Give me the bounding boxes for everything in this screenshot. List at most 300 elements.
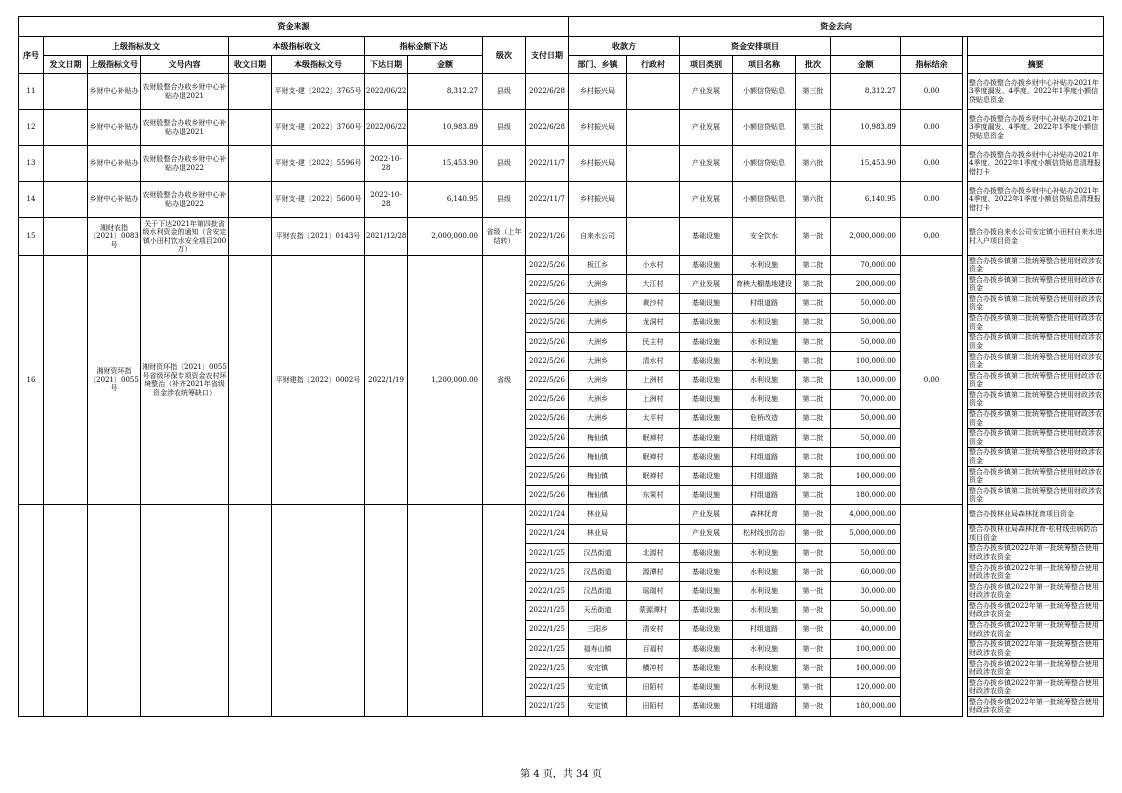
project-type-cell: 基础设施 [680, 351, 733, 370]
seq-cell [19, 505, 44, 716]
summary-cell: 整合办拨乡镇第二批统筹整合使用财政涉农资金 [969, 390, 1102, 408]
pay-date-cell: 2022/5/26 [526, 256, 569, 275]
dept-cell: 福寿山镇 [569, 639, 627, 658]
batch-cell: 第一批 [796, 601, 831, 620]
summary-cell: 整合办拨整合办拨乡财中心补贴办2021年4季度、2022年1季度小额信贷贴息清理报错打卡 [968, 146, 1104, 182]
dept-cell: 林业局 [569, 524, 627, 543]
summary-cell: 整合办拨乡镇第二批统筹整合使用财政涉农资金 [969, 448, 1102, 465]
project-name-cell: 村组道路 [733, 294, 796, 313]
batch-cell: 第一批 [796, 505, 831, 524]
this-doc-no-cell [272, 505, 365, 716]
project-type-cell: 基础设施 [680, 371, 733, 390]
summary-cell: 整合办拨乡镇第二批统筹整合使用财政涉农资金 [969, 333, 1102, 350]
project-type-cell: 产业发展 [680, 182, 733, 218]
batch-cell: 第二批 [796, 486, 831, 505]
fund-table [18, 16, 1104, 717]
project-type-cell: 基础设施 [680, 678, 733, 697]
this-doc-no-header: 本级指标文号 [272, 56, 365, 74]
this-doc-no-cell: 平财支-建〔2022〕3760号 [272, 110, 365, 146]
village-cell: 眠禅村 [627, 447, 680, 466]
issue-date-cell [44, 218, 88, 256]
dept-cell: 板江乡 [569, 256, 627, 275]
amount2-cell: 70,000.00 [831, 256, 901, 275]
summary-cell: 整合办拨乡镇2022年第一批统筹整合使用财政涉农资金 [968, 697, 1104, 716]
project-name-cell: 水利设施 [733, 313, 796, 332]
batch-cell: 第一批 [796, 678, 831, 697]
receive-date-cell [229, 110, 272, 146]
issue-date-cell [44, 74, 88, 110]
project-name-cell: 小额信贷贴息 [733, 182, 796, 218]
amount2-cell: 5,000,000.00 [831, 524, 901, 543]
project-name-cell: 水利设施 [733, 639, 796, 658]
amount2-cell: 180,000.00 [831, 486, 901, 505]
issue-date2-cell: 2021/12/28 [365, 218, 408, 256]
pay-date-cell: 2022/1/26 [526, 218, 569, 256]
amount2-cell: 50,000.00 [831, 428, 901, 447]
project-type-cell: 基础设施 [680, 390, 733, 409]
amount2-cell: 30,000.00 [831, 582, 901, 601]
pay-date-cell: 2022/1/25 [526, 620, 569, 639]
village-cell: 清水村 [627, 351, 680, 370]
batch-cell: 第三批 [796, 110, 831, 146]
pay-date-cell: 2022/6/28 [526, 74, 569, 110]
pay-date-cell: 2022/11/7 [526, 146, 569, 182]
project-type-cell: 产业发展 [680, 275, 733, 294]
pay-date-cell: 2022/5/26 [526, 332, 569, 351]
amount2-cell: 40,000.00 [831, 620, 901, 639]
village-cell: 小水村 [627, 256, 680, 275]
project-name-cell: 村组道路 [733, 467, 796, 486]
village-cell: 民主村 [627, 332, 680, 351]
project-name-cell: 小额信贷贴息 [733, 74, 796, 110]
project-name-cell: 水利设施 [733, 543, 796, 562]
amount-cell [408, 505, 483, 716]
receive-date-cell [229, 182, 272, 218]
project-name-cell: 水利设施 [733, 256, 796, 275]
issue-date-cell [44, 505, 88, 716]
village-cell: 黄沙村 [627, 294, 680, 313]
project-name-cell: 水利设施 [733, 658, 796, 677]
village-cell: 上洲村 [627, 371, 680, 390]
batch-cell: 第二批 [796, 332, 831, 351]
receive-date-cell [229, 218, 272, 256]
summary-cell: 整合办拨乡镇第二批统筹整合使用财政涉农资金 [969, 371, 1102, 389]
pay-date-cell: 2022/6/28 [526, 110, 569, 146]
project-type-cell: 产业发展 [680, 74, 733, 110]
pay-date-cell: 2022/1/25 [526, 563, 569, 582]
issue-date-cell [44, 110, 88, 146]
project-name-cell: 水利设施 [733, 563, 796, 582]
summary-cell: 整合办拨乡镇第二批统筹整合使用财政涉农资金 [969, 275, 1102, 293]
issue-date-cell [44, 256, 88, 505]
upper-doc-no-cell: 乡财中心补贴办 [88, 146, 141, 182]
level-cell: 县级 [483, 146, 526, 182]
project-name-cell: 水利设施 [733, 582, 796, 601]
amount2-cell: 100,000.00 [831, 467, 901, 486]
amount2-cell: 10,983.89 [831, 110, 901, 146]
project-type-cell: 基础设施 [680, 563, 733, 582]
summary-top-header [968, 37, 1104, 56]
village-cell [627, 524, 680, 543]
project-name-cell: 松材线虫防治 [733, 524, 796, 543]
level-cell: 省级 [483, 256, 526, 505]
pay-date-cell: 2022/5/26 [526, 409, 569, 428]
this-doc-no-cell: 平财支-建〔2022〕3765号 [272, 74, 365, 110]
pay-date-cell: 2022/1/24 [526, 505, 569, 524]
batch-cell: 第一批 [796, 524, 831, 543]
project-type-cell: 基础设施 [680, 409, 733, 428]
project-type-cell: 基础设施 [680, 486, 733, 505]
summary-cell: 整合办拨乡镇第二批统筹整合使用财政涉农资金 [969, 352, 1102, 370]
project-type-cell: 基础设施 [680, 256, 733, 275]
dept-cell: 三阳乡 [569, 620, 627, 639]
summary-cell: 整合办拨乡镇2022年第一批统筹整合使用财政涉农资金 [968, 620, 1104, 639]
village-cell: 田陌村 [627, 697, 680, 716]
village-cell [627, 505, 680, 524]
receive-date-cell [229, 74, 272, 110]
village-cell: 横冲村 [627, 658, 680, 677]
pay-date-cell: 2022/1/25 [526, 543, 569, 562]
issue-date2-cell: 2022-10-28 [365, 182, 408, 218]
summary-header: 摘要 [968, 56, 1104, 74]
issue-date2-cell: 2022-10-28 [365, 146, 408, 182]
amount2-cell: 15,453.90 [831, 146, 901, 182]
seq-cell: 11 [19, 74, 44, 110]
upper-doc-no-cell: 乡财中心补贴办 [88, 74, 141, 110]
amount2-cell: 180,000.00 [831, 697, 901, 716]
amount2-cell: 8,312.27 [831, 74, 901, 110]
village-cell: 龙洞村 [627, 313, 680, 332]
balance-header: 指标结余 [901, 56, 963, 74]
amount-cell: 10,983.89 [408, 110, 483, 146]
village-cell: 大江村 [627, 275, 680, 294]
project-type-cell: 基础设施 [680, 313, 733, 332]
village-cell: 东果村 [627, 486, 680, 505]
project-name-cell: 水利设施 [733, 351, 796, 370]
amount-cell: 15,453.90 [408, 146, 483, 182]
pay-date-cell: 2022/5/26 [526, 428, 569, 447]
project-name-cell: 村组道路 [733, 428, 796, 447]
balance-cell: 0.00 [901, 110, 963, 146]
amount2-cell: 60,000.00 [831, 563, 901, 582]
project-name-cell: 森林抚育 [733, 505, 796, 524]
project-type-cell: 基础设施 [680, 294, 733, 313]
dept-cell: 自来水公司 [569, 218, 627, 256]
summary-cell: 整合办拨林业局森林抚育项目资金 [968, 505, 1104, 524]
amount2-header: 金额 [831, 56, 901, 74]
dept-cell: 大洲乡 [569, 390, 627, 409]
pay-date-cell: 2022/1/25 [526, 678, 569, 697]
pay-date-cell: 2022/1/25 [526, 697, 569, 716]
dept-cell: 汉昌街道 [569, 543, 627, 562]
amount2-cell: 50,000.00 [831, 409, 901, 428]
doc-content-cell: 农财股整合办收乡财中心补贴办退2022 [141, 146, 229, 182]
project-type-cell: 基础设施 [680, 658, 733, 677]
doc-content-cell: 湘财资环指〔2021〕0055号省级环保专项资金农村环境整治（补齐2021年省级资金涉农统筹缺口） [141, 256, 229, 505]
project-type-cell: 基础设施 [680, 601, 733, 620]
dept-cell: 梅仙镇 [569, 486, 627, 505]
pay-date-cell: 2022/5/26 [526, 275, 569, 294]
doc-content-cell: 农财股整合办收乡财中心补贴办退2021 [141, 74, 229, 110]
village-cell: 清安村 [627, 620, 680, 639]
village-cell: 蒙源潭村 [627, 601, 680, 620]
pay-date-cell: 2022/1/25 [526, 601, 569, 620]
amount-top-header [831, 37, 901, 56]
dept-cell: 天岳街道 [569, 601, 627, 620]
pay-date-cell: 2022/5/26 [526, 390, 569, 409]
village-cell [627, 218, 680, 256]
amount2-cell: 130,000.00 [831, 371, 901, 390]
project-type-cell: 基础设施 [680, 697, 733, 716]
pay-date-cell: 2022/11/7 [526, 182, 569, 218]
batch-cell: 第二批 [796, 351, 831, 370]
pay-date-cell: 2022/5/26 [526, 486, 569, 505]
pay-date-cell: 2022/5/26 [526, 351, 569, 370]
batch-cell: 第二批 [796, 467, 831, 486]
amount2-cell: 50,000.00 [831, 601, 901, 620]
summary-cell: 整合办拨自来水公司安定镇小田村自来水进村入户项目资金 [968, 218, 1104, 256]
village-cell: 源潭村 [627, 563, 680, 582]
doc-content-header: 文号内容 [141, 56, 229, 74]
level-cell: 县级 [483, 110, 526, 146]
dept-cell: 安定镇 [569, 678, 627, 697]
upper-doc-no-cell: 乡财中心补贴办 [88, 110, 141, 146]
summary-cell: 整合办拨乡镇2022年第一批统筹整合使用财政涉农资金 [968, 639, 1104, 658]
amount2-cell: 50,000.00 [831, 543, 901, 562]
dept-cell: 乡村振兴局 [569, 146, 627, 182]
amount2-cell: 6,140.95 [831, 182, 901, 218]
table-row [19, 110, 1104, 146]
batch-cell: 第一批 [796, 563, 831, 582]
destination-header: 资金去向 [569, 17, 1104, 37]
project-type-header: 项目类别 [680, 56, 733, 74]
batch-cell: 第二批 [796, 409, 831, 428]
pay-date-header: 支付日期 [526, 37, 569, 74]
doc-content-cell: 关于下达2021年第四批省级水利资金的通知（含安定镇小田村饮水安全项目200万） [141, 218, 229, 256]
village-cell: 眠禅村 [627, 467, 680, 486]
project-name-cell: 水利设施 [733, 332, 796, 351]
batch-cell: 第一批 [796, 620, 831, 639]
batch-cell: 第一批 [796, 543, 831, 562]
dept-cell: 汉昌街道 [569, 563, 627, 582]
village-cell: 眠禅村 [627, 428, 680, 447]
seq-cell: 13 [19, 146, 44, 182]
summary-cell: 整合办拨整合办拨乡财中心补贴办2021年3季度漏发、4季度、2022年1季度小额信贷贴息资金 [968, 110, 1104, 146]
table-row [19, 218, 1104, 256]
amount-header: 金额 [408, 56, 483, 74]
batch-cell: 第一批 [796, 582, 831, 601]
level-header: 级次 [483, 37, 526, 74]
batch-cell: 第一批 [796, 218, 831, 256]
batch-cell: 第六批 [796, 146, 831, 182]
dept-cell: 林业局 [569, 505, 627, 524]
dept-cell: 乡村振兴局 [569, 182, 627, 218]
project-name-cell: 水利设施 [733, 678, 796, 697]
receive-date-cell [229, 256, 272, 505]
seq-cell: 12 [19, 110, 44, 146]
batch-cell: 第一批 [796, 658, 831, 677]
dept-cell: 大洲乡 [569, 275, 627, 294]
batch-cell: 第二批 [796, 390, 831, 409]
village-cell: 太平村 [627, 409, 680, 428]
project-type-cell: 基础设施 [680, 218, 733, 256]
project-type-cell: 基础设施 [680, 332, 733, 351]
project-name-cell: 水利设施 [733, 390, 796, 409]
level-cell: 县级 [483, 74, 526, 110]
summary-cell: 整合办拨乡镇第二批统筹整合使用财政涉农资金 [969, 486, 1102, 504]
project-type-cell: 产业发展 [680, 110, 733, 146]
project-type-cell: 基础设施 [680, 639, 733, 658]
amount2-cell: 100,000.00 [831, 447, 901, 466]
project-name-cell: 村组道路 [733, 486, 796, 505]
dept-cell: 梅仙镇 [569, 447, 627, 466]
project-type-cell: 产业发展 [680, 146, 733, 182]
amount-issue-header: 指标金额下达 [365, 37, 483, 56]
issue-date2-cell [365, 505, 408, 716]
upper-doc-no-cell: 乡财中心补贴办 [88, 182, 141, 218]
summary-cell: 整合办拨整合办拨乡财中心补贴办2021年4季度、2022年1季度小额信贷贴息清理报错打卡 [968, 182, 1104, 218]
batch-cell: 第二批 [796, 371, 831, 390]
balance-cell: 0.00 [901, 74, 963, 110]
receive-date-cell [229, 146, 272, 182]
summary-cell: 整合办拨乡镇第二批统筹整合使用财政涉农资金 [969, 467, 1102, 485]
balance-cell: 0.00 [901, 182, 963, 218]
doc-content-cell [141, 505, 229, 716]
project-name-cell: 安全饮水 [733, 218, 796, 256]
pay-date-cell: 2022/5/26 [526, 313, 569, 332]
pay-date-cell: 2022/1/24 [526, 524, 569, 543]
payee-header: 收款方 [569, 37, 680, 56]
doc-content-cell: 农财股整合办收乡财中心补贴办退2021 [141, 110, 229, 146]
table-row [19, 146, 1104, 182]
balance-cell [901, 505, 963, 716]
batch-cell: 第六批 [796, 182, 831, 218]
project-name-cell: 危桥改造 [733, 409, 796, 428]
this-doc-no-cell: 平财农指〔2021〕0143号 [272, 218, 365, 256]
this-doc-no-cell: 平财支-建〔2022〕5600号 [272, 182, 365, 218]
project-type-cell: 产业发展 [680, 524, 733, 543]
batch-cell: 第一批 [796, 639, 831, 658]
table-row [19, 505, 1104, 524]
upper-doc-no-header: 上级指标文号 [88, 56, 141, 74]
village-header: 行政村 [627, 56, 680, 74]
page-footer: 第 4 页，共 34 页 [520, 769, 602, 780]
dept-cell: 乡村振兴局 [569, 110, 627, 146]
amount2-cell: 200,000.00 [831, 275, 901, 294]
issue-date2-header: 下达日期 [365, 56, 408, 74]
level-cell [483, 505, 526, 716]
summary-cell: 整合办拨乡镇第二批统筹整合使用财政涉农资金 [969, 294, 1102, 312]
doc-content-cell: 农财股整合办收乡财中心补贴办退2022 [141, 182, 229, 218]
village-cell: 百福村 [627, 639, 680, 658]
seq-cell: 16 [19, 256, 44, 505]
amount-cell: 6,140.95 [408, 182, 483, 218]
batch-cell: 第二批 [796, 275, 831, 294]
summary-cell: 整合办拨乡镇2022年第一批统筹整合使用财政涉农资金 [968, 678, 1104, 697]
project-type-cell: 产业发展 [680, 505, 733, 524]
table-row [19, 182, 1104, 218]
project-type-cell: 基础设施 [680, 620, 733, 639]
receive-date-header: 收文日期 [229, 56, 272, 74]
level-cell: 省级（上年结转） [483, 218, 526, 256]
arrangement-header: 资金安排项目 [680, 37, 831, 56]
balance-cell: 0.00 [901, 146, 963, 182]
batch-cell: 第二批 [796, 428, 831, 447]
summary-cell: 整合办拨乡镇第二批统筹整合使用财政涉农资金 [969, 256, 1102, 274]
amount-cell: 1,200,000.00 [408, 256, 483, 505]
village-cell [627, 146, 680, 182]
project-type-cell: 基础设施 [680, 543, 733, 562]
issue-date2-cell: 2022/1/19 [365, 256, 408, 505]
dept-cell: 安定镇 [569, 658, 627, 677]
amount2-cell: 70,000.00 [831, 390, 901, 409]
upper-doc-no-cell [88, 505, 141, 716]
summary-cell: 整合办拨乡镇第二批统筹整合使用财政涉农资金 [969, 410, 1102, 427]
amount2-cell: 50,000.00 [831, 332, 901, 351]
village-cell [627, 110, 680, 146]
upper-doc-no-cell: 湘财农指〔2021〕0083号 [88, 218, 141, 256]
pay-date-cell: 2022/5/26 [526, 371, 569, 390]
amount2-cell: 4,000,000.00 [831, 505, 901, 524]
amount2-cell: 50,000.00 [831, 294, 901, 313]
seq-header: 序号 [19, 37, 44, 74]
batch-cell: 第二批 [796, 294, 831, 313]
batch-cell: 第三批 [796, 74, 831, 110]
batch-header: 批次 [796, 56, 831, 74]
summary-cell: 整合办拨林业局森林抚育-松材线虫病防治项目资金 [968, 524, 1104, 543]
project-name-header: 项目名称 [733, 56, 796, 74]
village-cell: 北源村 [627, 543, 680, 562]
project-name-cell: 村组道路 [733, 697, 796, 716]
project-name-cell: 小额信贷贴息 [733, 110, 796, 146]
amount2-cell: 50,000.00 [831, 313, 901, 332]
pay-date-cell: 2022/5/26 [526, 447, 569, 466]
dept-cell: 大洲乡 [569, 332, 627, 351]
pay-date-cell: 2022/1/25 [526, 658, 569, 677]
this-doc-no-cell: 平财支-建〔2022〕5596号 [272, 146, 365, 182]
issue-date-cell [44, 146, 88, 182]
summary-cell: 整合办拨乡镇第二批统筹整合使用财政涉农资金 [969, 314, 1102, 331]
project-type-cell: 基础设施 [680, 447, 733, 466]
batch-cell: 第二批 [796, 313, 831, 332]
project-name-cell: 村组道路 [733, 447, 796, 466]
issue-date2-cell: 2022/06/22 [365, 110, 408, 146]
amount2-cell: 100,000.00 [831, 351, 901, 370]
batch-cell: 第一批 [796, 697, 831, 716]
project-name-cell: 水利设施 [733, 371, 796, 390]
issue-date-cell [44, 182, 88, 218]
batch-cell: 第二批 [796, 447, 831, 466]
dept-cell: 梅仙镇 [569, 467, 627, 486]
upper-issue-header: 上级指标发文 [44, 37, 229, 56]
village-cell: 田陌村 [627, 678, 680, 697]
amount2-cell: 120,000.00 [831, 678, 901, 697]
this-doc-no-cell: 平财建指〔2022〕0002号 [272, 256, 365, 505]
balance-top-header [901, 37, 963, 56]
project-name-cell: 育秧大棚基地建设 [733, 275, 796, 294]
village-cell: 上洲村 [627, 390, 680, 409]
summary-cell: 整合办拨乡镇2022年第一批统筹整合使用财政涉农资金 [968, 601, 1104, 620]
pay-date-cell: 2022/1/25 [526, 582, 569, 601]
dept-cell: 梅仙镇 [569, 428, 627, 447]
seq-cell: 14 [19, 182, 44, 218]
dept-cell: 大洲乡 [569, 351, 627, 370]
amount2-cell: 100,000.00 [831, 639, 901, 658]
issue-date2-cell: 2022/06/22 [365, 74, 408, 110]
summary-cell: 整合办拨乡镇2022年第一批统筹整合使用财政涉农资金 [968, 543, 1104, 562]
dept-cell: 乡村振兴局 [569, 74, 627, 110]
batch-cell: 第二批 [796, 256, 831, 275]
